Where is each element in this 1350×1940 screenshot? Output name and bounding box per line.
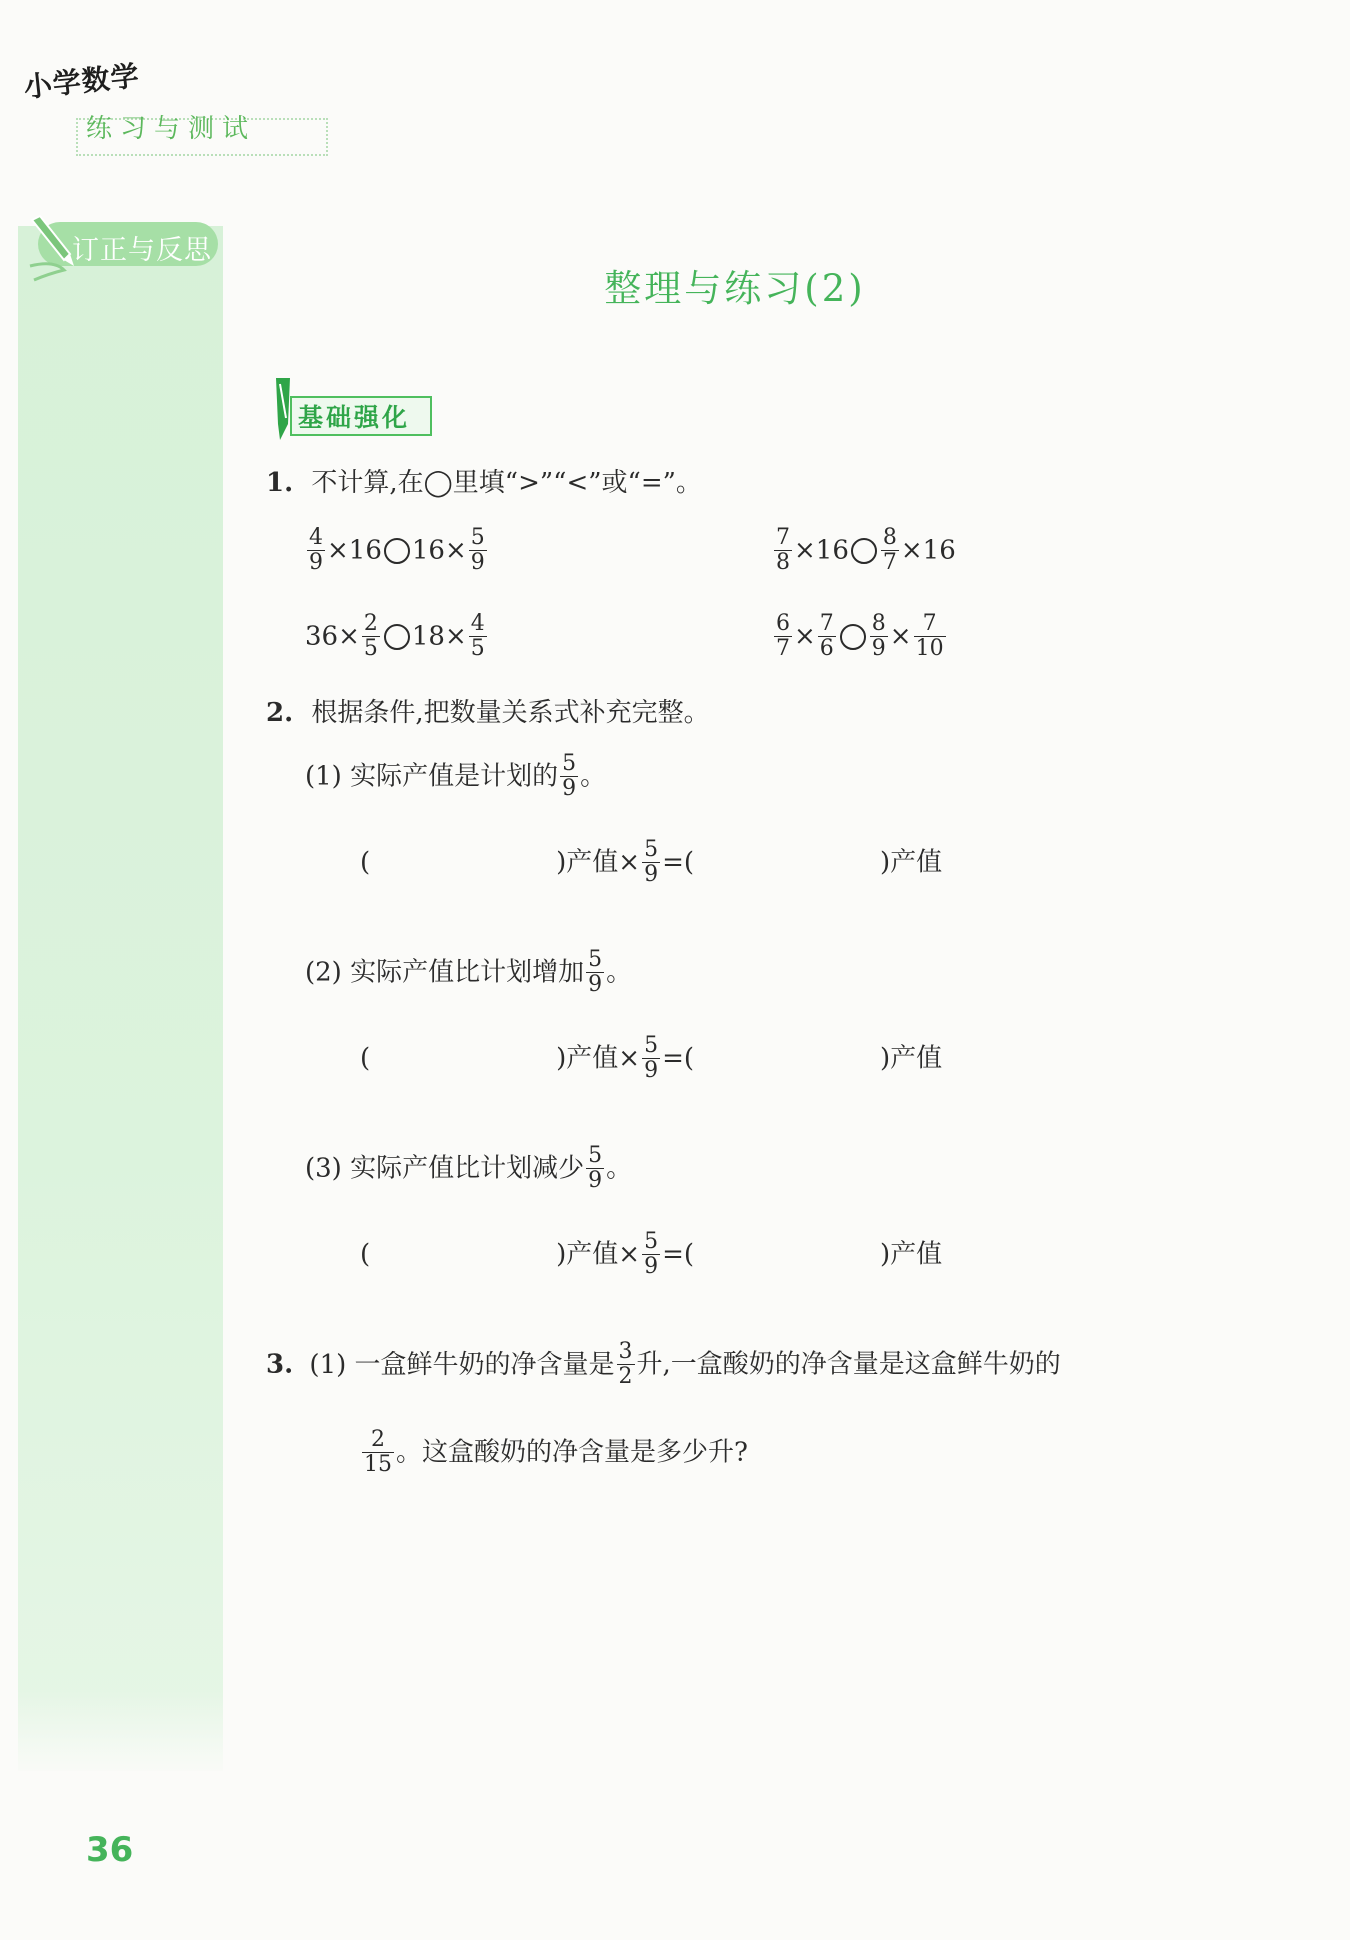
compare-item-a: $\frac{4}{9}$ ×16 16× $\frac{5}{9}$ (309, 525, 485, 576)
fraction: $\frac{5}{9}$ (588, 947, 603, 998)
sidebar-fade (18, 1690, 223, 1780)
fraction: $\frac{5}{9}$ (644, 1229, 659, 1280)
equation-3: ( )产值× $\frac{5}{9}$ =( )产值 (360, 1229, 943, 1280)
equation-2: ( )产值× $\frac{5}{9}$ =( )产值 (360, 1033, 943, 1084)
page-number: 36 (86, 1830, 134, 1870)
fraction: $\frac{2}{5}$ (363, 611, 378, 662)
compare-item-d: $\frac{6}{7}$ × $\frac{7}{6}$ $\frac{8}{9}$ × $\frac{7}{10}$ (776, 611, 944, 662)
sidebar-tag-label: 订正与反思 (72, 235, 212, 266)
fraction: $\frac{4}{5}$ (470, 611, 485, 662)
question-2-prompt (266, 700, 710, 726)
fraction: $\frac{5}{9}$ (470, 525, 485, 576)
equation-1: ( )产值× $\frac{5}{9}$ =( )产值 (360, 837, 943, 888)
question-3-line-2: $\frac{2}{15}$ 。这盒酸奶的净含量是多少升? (364, 1427, 748, 1478)
fraction: $\frac{8}{7}$ (882, 525, 897, 576)
section-label: 基础强化 (298, 403, 411, 432)
prompt-text: 根据条件,把数量关系式补充完整。 (311, 698, 710, 728)
fraction: $\frac{4}{9}$ (309, 525, 323, 576)
fraction: $\frac{7}{8}$ (776, 525, 790, 576)
compare-item-c: 36× $\frac{2}{5}$ 18× $\frac{4}{5}$ (305, 611, 485, 662)
answer-circle[interactable] (851, 538, 877, 564)
fraction: $\frac{5}{9}$ (562, 751, 577, 802)
question-number: 1. (266, 468, 294, 498)
fraction: $\frac{5}{9}$ (644, 837, 659, 888)
prompt-text: 不计算,在◯里填“>”“<”或“=”。 (311, 468, 702, 498)
fraction: $\frac{3}{2}$ (618, 1339, 633, 1390)
page-title: 整理与练习(2) (604, 267, 866, 310)
fraction: $\frac{2}{15}$ (364, 1427, 392, 1478)
sub-question-1: (1) 实际产值是计划的 $\frac{5}{9}$ 。 (305, 751, 607, 802)
answer-circle[interactable] (840, 624, 866, 650)
question-1-prompt (266, 470, 702, 496)
question-3-line-1: 3. (1) 一盒鲜牛奶的净含量是 $\frac{3}{2}$ 升,一盒酸奶的净含量是这盒鲜牛奶的 (266, 1339, 1061, 1390)
sub-question-2: (2) 实际产值比计划增加 $\frac{5}{9}$ 。 (305, 947, 633, 998)
fraction: $\frac{7}{10}$ (915, 611, 944, 662)
fraction: $\frac{5}{9}$ (644, 1033, 659, 1084)
fraction: $\frac{7}{6}$ (819, 611, 834, 662)
fraction: $\frac{5}{9}$ (588, 1143, 603, 1194)
book-subtitle: 练习与测试 (86, 114, 257, 144)
sub-question-3: (3) 实际产值比计划减少 $\frac{5}{9}$ 。 (305, 1143, 633, 1194)
answer-circle[interactable] (384, 624, 410, 650)
fraction: $\frac{8}{9}$ (871, 611, 886, 662)
fraction: $\frac{6}{7}$ (776, 611, 790, 662)
compare-item-b: $\frac{7}{8}$ ×16 $\frac{8}{7}$ ×16 (776, 525, 956, 576)
correction-sidebar (18, 226, 223, 1771)
answer-circle[interactable] (384, 538, 410, 564)
question-number: 3. (266, 1349, 294, 1380)
question-number: 2. (266, 698, 294, 728)
book-title: 小学数学 (22, 59, 142, 105)
